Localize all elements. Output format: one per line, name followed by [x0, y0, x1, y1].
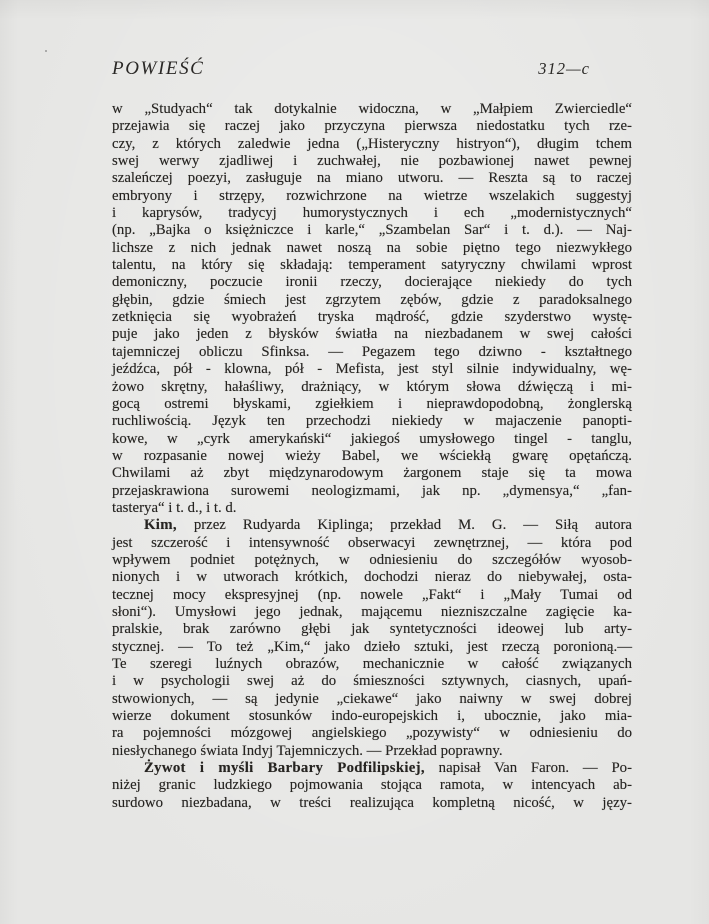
text-line [112, 361, 632, 378]
text-line [112, 673, 632, 690]
line-text: pralskie, brak zarówno głębi jak syntetyczności ideowej lub arty- [112, 621, 632, 638]
text-line [112, 118, 632, 135]
text-line [112, 552, 632, 569]
text-line [112, 517, 632, 534]
line-text: głębin, gdzie śmiech jest zgrzytem zębów, gdzie z paradoksalnego [112, 291, 632, 308]
paragraph [112, 517, 632, 760]
text-line [112, 222, 632, 239]
text-line [112, 101, 632, 118]
text-line [112, 708, 632, 725]
line-text: wierze dokument stosunków indo-europejskich i, ubocznie, jako mia- [112, 708, 632, 725]
line-text: i w psychologii swej aż do śmieszności sztywnych, ciasnych, upań- [112, 673, 632, 690]
line-text: jest szczerość i intensywność obserwacyi zewnętrznej, — która pod [112, 534, 632, 551]
text-line [112, 656, 632, 673]
paragraph [112, 760, 632, 812]
line-text: tasterya“ i t. d., i t. d. [112, 499, 237, 516]
text-line [112, 743, 632, 760]
line-text: stycznej. — To też „Kim,“ jako dzieło sztuki, jest rzeczą poronioną.— [112, 638, 632, 655]
line-text: szaleńczej poezyi, zasługuje na miano utworu. — Reszta są to raczej [112, 170, 632, 187]
work-title: Kim, [144, 517, 177, 534]
text-line [112, 535, 632, 552]
line-text: lichsze z nich jednak nawet noszą na sobie piętno tego niezwykłego [112, 239, 632, 256]
paper-speck [45, 50, 47, 52]
line-text: jeźdźca, pół - klowna, pół - Mefista, jest styl silnie indywidualny, wę- [112, 361, 632, 378]
text-line [112, 136, 632, 153]
text-line [112, 326, 632, 343]
line-text: embryony i strzępy, rozwichrzone na wietrze wszelakich suggestyj [112, 187, 632, 204]
text-line [112, 500, 632, 517]
line-text: surdowo niezbadana, w treści realizująca kompletną nicość, w języ- [112, 794, 632, 811]
text-line [112, 483, 632, 500]
line-text: i kaprysów, tradycyj humorystycznych i ech „modernistycznych“ [112, 205, 632, 222]
line-text: ruchliwością. Język ten przechodzi niekiedy w majaczenie panopti- [112, 413, 632, 430]
text-line [112, 639, 632, 656]
line-text: w rozpasanie nowej wieży Babel, we wściekłą gwarę opętańczą. [112, 447, 632, 464]
page-text [112, 101, 632, 812]
line-text: (np. „Bajka o księżniczce i karle,“ „Szambelan Sar“ i t. d.). — Naj- [112, 222, 632, 239]
line-text: zetknięcia się wyobrażeń tryska mądrość, gdzie szyderstwo wystę- [112, 309, 632, 326]
line-text: ra pojemności mózgowej angielskiego „pozywisty“ w odniesieniu do [112, 725, 632, 742]
line-text: demoniczny, poczucie ironii rzeczy, docierające niekiedy do tych [112, 274, 632, 291]
line-text: talentu, na który się składają: temperament satyryczny chwilami wprost [112, 257, 632, 274]
text-line [112, 621, 632, 638]
page-number: 312—c [538, 59, 590, 78]
text-line [112, 205, 632, 222]
text-line [112, 569, 632, 586]
text-line [112, 309, 632, 326]
text-line [112, 725, 632, 742]
line-text: napisał Van Faron. — Po- [424, 760, 632, 777]
line-text: przejaskrawiona surowemi neologizmami, jak np. „dymensya,“ „fan- [112, 482, 632, 499]
text-line [112, 777, 632, 794]
text-line [112, 691, 632, 708]
text-line [112, 379, 632, 396]
line-text: w „Studyach“ tak dotykalnie widoczna, w „Małpiem Zwierciedle“ [112, 101, 632, 117]
line-text: swej werwy zjadliwej i zuchwałej, nie pozbawionej nawet pewnej [112, 153, 632, 170]
text-line [112, 795, 632, 812]
line-text: przez Rudyarda Kiplinga; przekład M. G. — Siłą autora [176, 517, 632, 534]
line-text: Chwilami aż zbyt międzynarodowym żargonem staje się ta mowa [112, 465, 632, 482]
line-text: przejawia się raczej jako przyczyna pierwsza niedostatku tych rze- [112, 118, 632, 135]
text-line [112, 396, 632, 413]
line-text: stwowionych, — są jedynie „ciekawe“ jako naiwny w swej dobrej [112, 690, 632, 707]
work-title: Żywot i myśli Barbary Podfilipskiej, [144, 760, 425, 777]
text-line [112, 188, 632, 205]
text-line [112, 587, 632, 604]
running-head [112, 58, 632, 80]
text-line [112, 292, 632, 309]
line-text: kowe, w „cyrk amerykański“ jakiegoś umysłowego tingel - tanglu, [112, 430, 632, 447]
line-text: Te szeregi luźnych obrazów, mechanicznie w całość związanych [112, 656, 632, 672]
text-line [112, 431, 632, 448]
text-line [112, 604, 632, 621]
line-text: czy, z których zaledwie jedna („Histeryczny histryon“), długim tchem [112, 135, 632, 152]
line-text: niesłychanego świata Indyj Tajemniczych. — Przekład poprawny. [112, 742, 503, 759]
text-line [112, 448, 632, 465]
line-text: tajemniczej obliczu Sfinksa. — Pegazem tego dziwno - kształtnego [112, 343, 632, 360]
line-text: gocą ostremi błyskami, zgiełkiem i nieprawdopodobną, żonglerską [112, 395, 632, 412]
text-line [112, 465, 632, 482]
line-text: tecznej mocy ekspresyjnej (np. nowele „Fakt“ i „Mały Tumai od [112, 586, 632, 603]
text-line [112, 760, 632, 777]
line-text: wpływem podniet potężnych, w odniesieniu do szczegółów wyosob- [112, 551, 632, 568]
text-line [112, 344, 632, 361]
line-text: żowo skrętny, hałaśliwy, drażniący, w którym słowa dźwięczą i mi- [112, 378, 632, 395]
paragraph [112, 101, 632, 517]
text-line [112, 170, 632, 187]
text-line [112, 153, 632, 170]
text-line [112, 274, 632, 291]
line-text: puje jako jeden z błysków światła na niezbadanem w swej całości [112, 326, 632, 343]
line-text: nionych i w utworach krótkich, dochodzi nieraz do niebywałej, osta- [112, 569, 632, 586]
line-text: słoni“). Umysłowi jego jednak, mającemu niezniszczalne zagięcie ka- [112, 603, 632, 620]
line-text: niżej granic ludzkiego pojmowania stojąca ramota, w intencyach ab- [112, 777, 632, 794]
section-title: POWIEŚĆ [112, 58, 205, 79]
text-line [112, 413, 632, 430]
text-line [112, 257, 632, 274]
text-line [112, 240, 632, 257]
